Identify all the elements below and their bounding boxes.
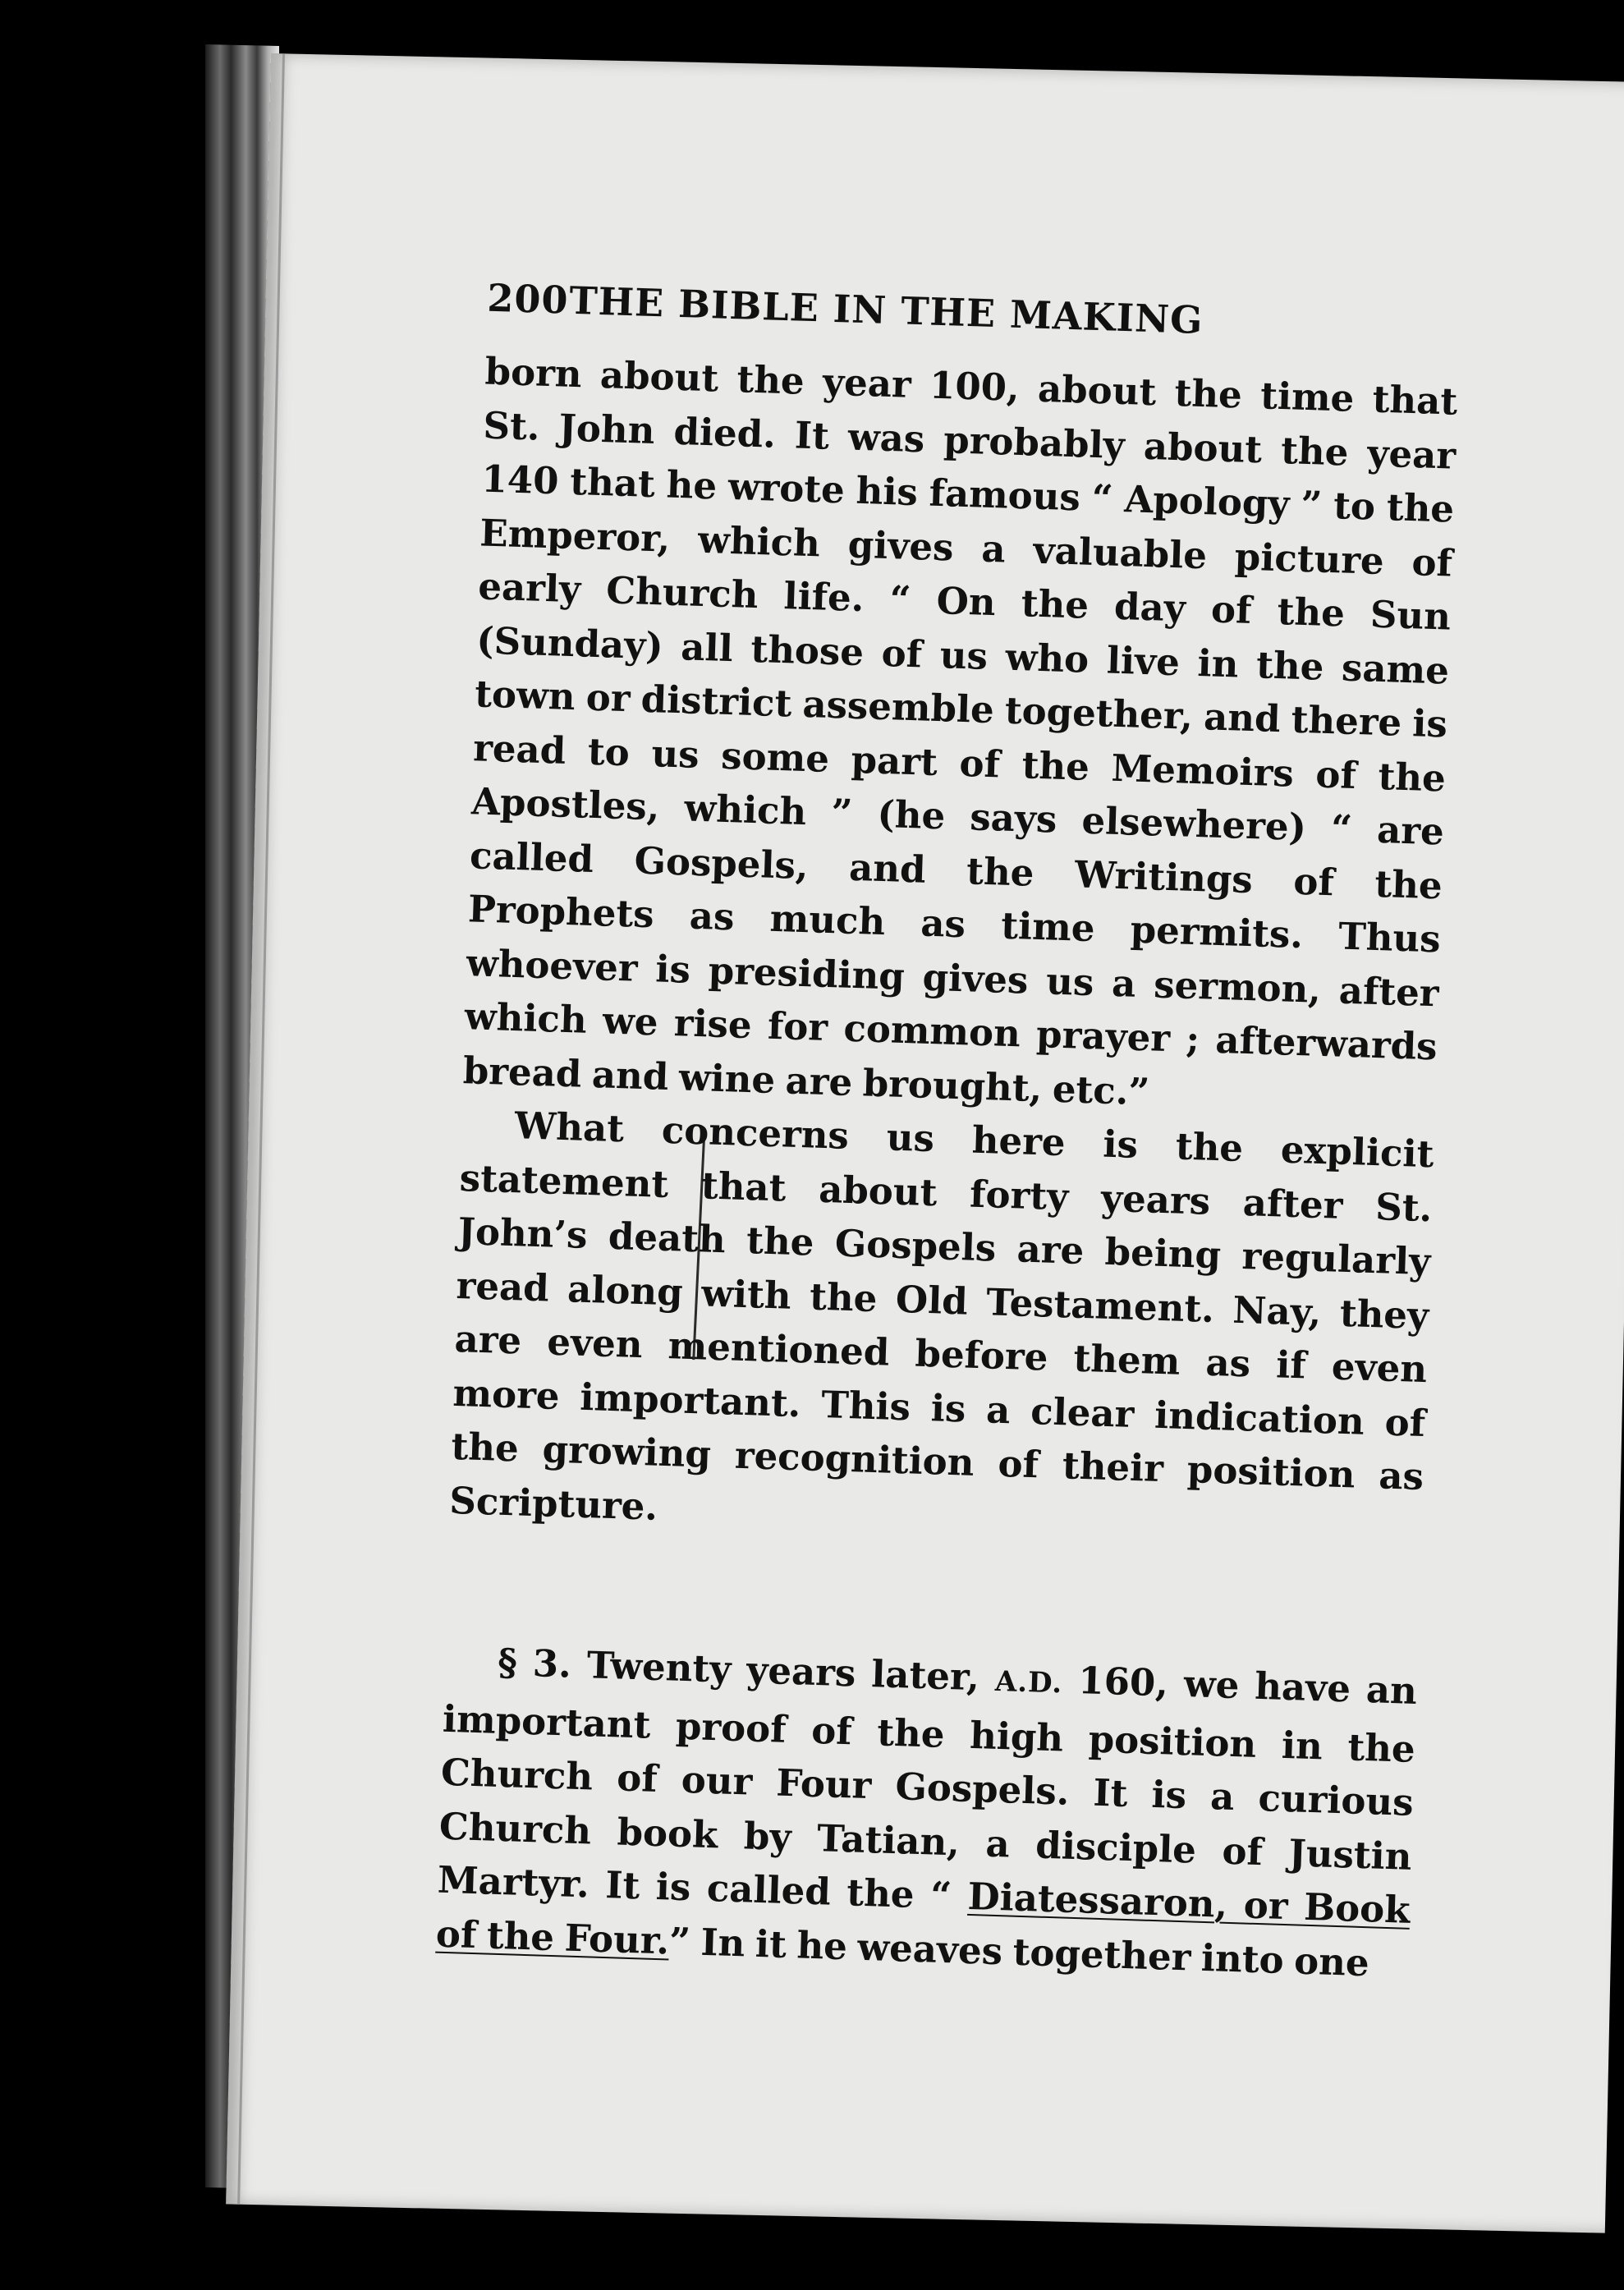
book-page <box>226 53 1624 2233</box>
section-lead: § 3. Twenty years later, <box>497 1640 996 1700</box>
paragraph-3-text-a: 160, we have an important proof of the high position in the Church of our Four Gospels. It is a curious Church book by Tatian, a disciple of Justin Martyr. It is called the “ <box>437 1658 1418 1918</box>
underlined-title: Diatessaron, or Book of the Four. <box>435 1874 1411 1963</box>
date-abbrev: A.D. <box>994 1664 1063 1700</box>
paragraph-3-text-b: ” In it he weaves together into one <box>668 1919 1370 1985</box>
paragraph-2: What concerns us here is the explicit statement that about forty years after St. John’s death the Gospels are being regularly read along with the Old Testament. Nay, they are even mentioned before them as if even more important. This is a clear indication of the growing recognition of their position as Scripture. <box>448 1104 1435 1529</box>
page-number: 200 <box>486 275 570 323</box>
text-block <box>435 276 1461 1991</box>
running-title: THE BIBLE IN THE MAKING <box>568 278 1204 342</box>
paragraph-3 <box>435 1634 1418 1991</box>
paragraph-1: born about the year 100, about the time that St. John died. It was probably about the year 140 that he wrote his famous “ Apology ” to the Emperor, which gives a valuable picture of early Church life. “ On the day of the Sun (Sunday) all those of us who live in the same town or district assemble together, and there is read to us some part of the Memoirs of the Apostles, which ” (he says elsewhere) “ are called Gospels, and the Writings of the Prophets as much as time permits. Thus whoever is presiding gives us a sermon, after which we rise for common prayer ; afterwards bread and wine are brought, etc.” <box>462 349 1458 1113</box>
